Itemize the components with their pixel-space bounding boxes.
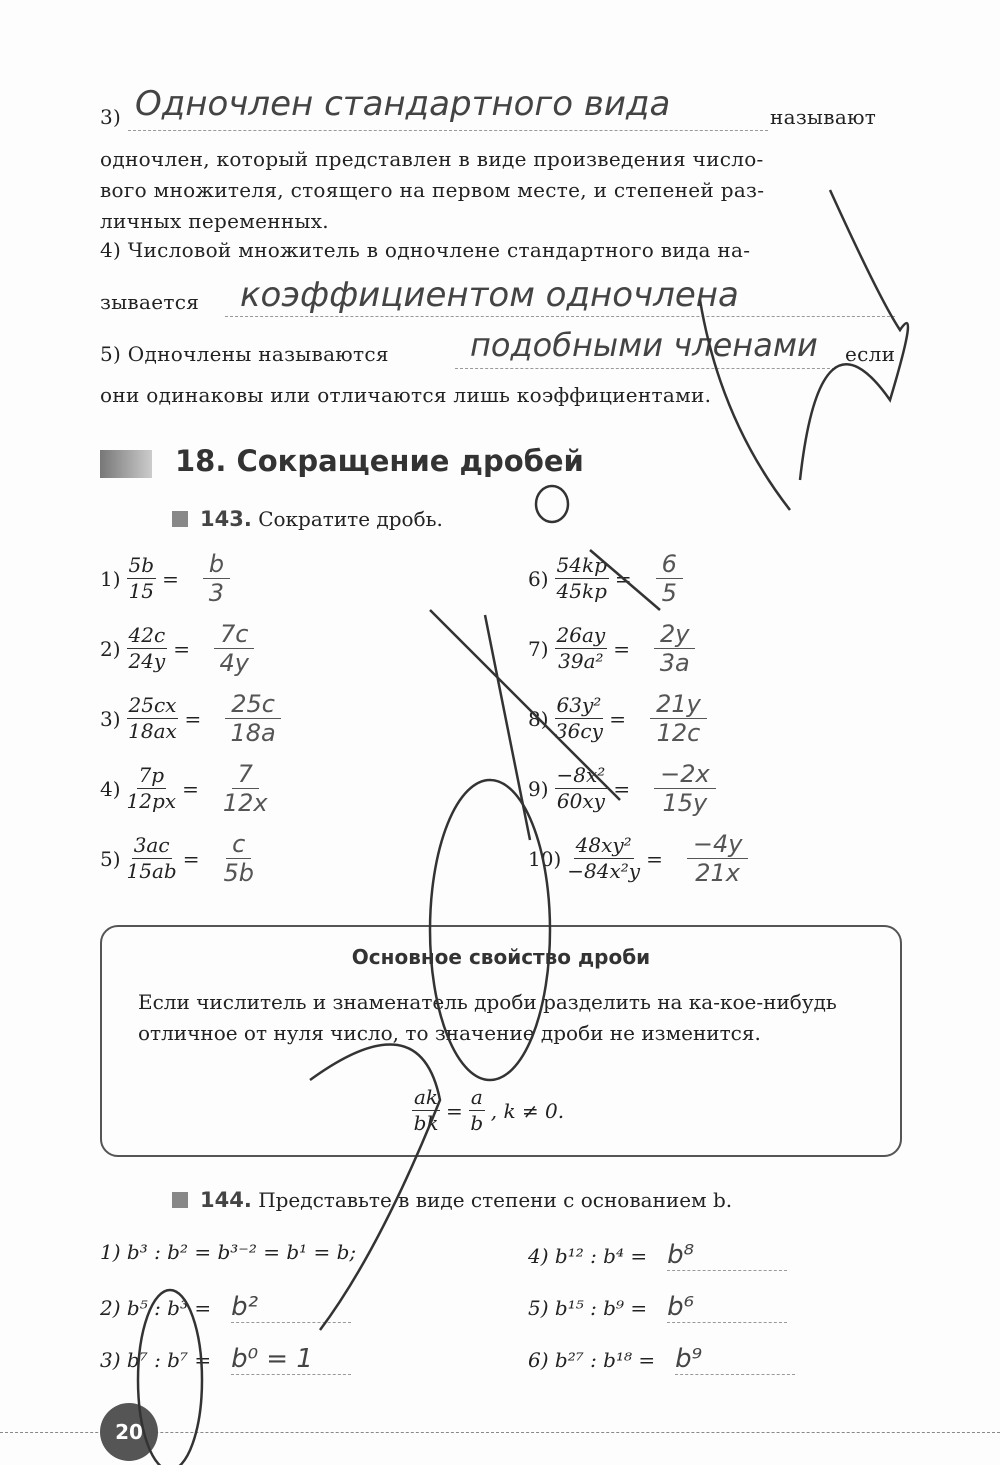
- rule-text: Если числитель и знаменатель дроби разделить на ка-кое-нибудь отличное от нуля число, то значение дроби не изменится.: [138, 990, 837, 1045]
- task-143-header: [172, 507, 443, 531]
- numerator: 7p: [138, 763, 165, 787]
- exercise-number: 6): [528, 566, 549, 591]
- exercise-number: 3): [100, 706, 121, 731]
- numerator: ak: [414, 1085, 439, 1109]
- answer-numerator: 2y: [654, 620, 695, 649]
- numerator: 25cx: [128, 693, 177, 717]
- handwritten-answer: [656, 550, 683, 607]
- exercise-number: 8): [528, 706, 549, 731]
- answer-numerator: −4y: [687, 830, 749, 859]
- denominator: 45kp: [556, 579, 607, 603]
- fraction-exercise: [100, 830, 254, 887]
- answer-line: [225, 316, 895, 317]
- handwritten-answer: b⁰ = 1: [231, 1344, 351, 1375]
- fraction-exercise: [100, 550, 230, 607]
- page-number: 20: [100, 1403, 158, 1461]
- handwritten-answer: [223, 760, 268, 817]
- fraction-exercise: [528, 620, 695, 677]
- rule-title: Основное свойство дроби: [351, 945, 651, 969]
- text-line: они одинаковы или отличаются лишь коэффициентами.: [100, 383, 712, 407]
- numerator: −8x²: [556, 763, 606, 787]
- power-exercise: [528, 1240, 787, 1271]
- task-text: Представьте в виде степени с основанием b.: [258, 1188, 733, 1212]
- answer-numerator: 25c: [225, 690, 281, 719]
- numerator: 5b: [128, 553, 155, 577]
- equals: =: [646, 846, 663, 871]
- answer-line: [455, 368, 835, 369]
- denominator: bk: [413, 1111, 439, 1135]
- handwritten-answer: коэффициентом одночлена: [240, 275, 739, 315]
- fraction-exercise: [100, 620, 254, 677]
- answer-numerator: 7c: [214, 620, 254, 649]
- fraction-exercise: [528, 690, 707, 747]
- handwritten-answer: b⁸: [667, 1240, 787, 1271]
- equals: =: [182, 776, 199, 801]
- answer-denominator: 5: [661, 579, 677, 607]
- exercise-number: 4): [100, 776, 121, 801]
- equals: =: [173, 636, 190, 661]
- answer-denominator: 4y: [219, 649, 249, 677]
- section-title: 18. Сокращение дробей: [175, 444, 584, 478]
- power-exercise: [100, 1292, 351, 1323]
- denominator: 60xy: [556, 789, 605, 813]
- denominator: 15ab: [126, 859, 177, 883]
- handwritten-answer: [223, 830, 254, 887]
- answer-denominator: 21x: [695, 859, 741, 887]
- expression: 3) b⁷ : b⁷ =: [100, 1347, 212, 1372]
- denominator: 12px: [126, 789, 177, 813]
- text: если: [845, 342, 896, 366]
- numerator: 48xy²: [575, 833, 632, 857]
- answer-numerator: −2x: [654, 760, 716, 789]
- rule-formula: [412, 1085, 564, 1136]
- text-line: одночлен, который представлен в виде произведения число-: [100, 147, 764, 171]
- item3-label: 3): [100, 105, 122, 129]
- text: называют: [770, 105, 877, 129]
- task-number: 144.: [200, 1188, 252, 1212]
- equals: =: [609, 706, 627, 731]
- answer-denominator: 15y: [662, 789, 708, 817]
- answer-numerator: 6: [656, 550, 683, 579]
- answer-line: [128, 130, 768, 131]
- exercise-number: 2): [100, 636, 121, 661]
- answer-numerator: b: [203, 550, 230, 579]
- answer-denominator: 5b: [223, 859, 254, 887]
- denominator: −84x²y: [567, 859, 641, 883]
- handwritten-answer: подобными членами: [470, 326, 818, 364]
- numerator: 26ay: [556, 623, 606, 647]
- fraction-exercise: [100, 690, 281, 747]
- expression: 6) b²⁷ : b¹⁸ =: [528, 1347, 656, 1372]
- equals: =: [613, 776, 631, 801]
- text-line: вого множителя, стоящего на первом месте, и степеней раз-: [100, 178, 765, 202]
- denominator: 15: [128, 579, 155, 603]
- fraction-exercise: [528, 760, 716, 817]
- power-exercise: [528, 1344, 795, 1375]
- answer-denominator: 12c: [656, 719, 701, 747]
- answer-denominator: 3a: [659, 649, 690, 677]
- handwritten-answer: [225, 690, 281, 747]
- numerator: 3ac: [133, 833, 170, 857]
- exercise-number: 1): [100, 566, 121, 591]
- handwritten-answer: Одночлен стандартного вида: [135, 84, 671, 124]
- task-144-header: [172, 1188, 732, 1212]
- fraction-exercise: [100, 760, 268, 817]
- section-marker: [100, 450, 152, 478]
- equals: =: [162, 566, 179, 591]
- handwritten-answer: [654, 620, 695, 677]
- denominator: b: [470, 1111, 484, 1135]
- handwritten-answer: b²: [231, 1292, 351, 1323]
- power-exercise: [100, 1240, 356, 1264]
- equals: =: [614, 566, 632, 591]
- fraction-exercise: [528, 550, 683, 607]
- fraction-exercise: [528, 830, 748, 887]
- equals: =: [182, 846, 200, 871]
- expression: 5) b¹⁵ : b⁹ =: [528, 1295, 648, 1320]
- numerator: 63y²: [556, 693, 602, 717]
- exercise-number: 7): [528, 636, 549, 661]
- exercise-number: 10): [528, 846, 562, 871]
- handwritten-answer: b⁶: [667, 1292, 787, 1323]
- handwritten-answer: [203, 550, 230, 607]
- handwritten-answer: [650, 690, 707, 747]
- power-exercise: [528, 1292, 787, 1323]
- power-exercise: [100, 1344, 351, 1375]
- text-line: 4) Числовой множитель в одночлене стандартного вида на-: [100, 238, 751, 262]
- equals: =: [613, 636, 630, 661]
- exercise-number: 9): [528, 776, 549, 801]
- equals: =: [446, 1098, 463, 1123]
- expression: 4) b¹² : b⁴ =: [528, 1243, 648, 1268]
- denominator: 36cy: [554, 719, 603, 743]
- equals: =: [184, 706, 202, 731]
- answer-numerator: 7: [232, 760, 259, 789]
- answer-denominator: 3: [208, 579, 225, 607]
- text: зывается: [100, 290, 200, 314]
- task-text: Сократите дробь.: [258, 507, 443, 531]
- handwritten-answer: [687, 830, 749, 887]
- numerator: a: [470, 1085, 483, 1109]
- handwritten-answer: [654, 760, 716, 817]
- numerator: 54kp: [556, 553, 607, 577]
- denominator: 39a²: [558, 649, 604, 673]
- denominator: 24y: [128, 649, 166, 673]
- handwritten-answer: [214, 620, 254, 677]
- answer-denominator: 12x: [222, 789, 268, 817]
- condition: , k ≠ 0.: [490, 1098, 565, 1123]
- answer-denominator: 18a: [230, 719, 276, 747]
- text: 5) Одночлены называются: [100, 342, 389, 366]
- rule-box: [100, 925, 902, 1157]
- handwritten-answer: b⁹: [675, 1344, 795, 1375]
- expression: 1) b³ : b² = b³⁻² = b¹ = b;: [100, 1240, 357, 1264]
- expression: 2) b⁵ : b³ =: [100, 1295, 212, 1320]
- denominator: 18ax: [128, 719, 177, 743]
- answer-numerator: 21y: [650, 690, 707, 719]
- numerator: 42c: [128, 623, 166, 647]
- answer-numerator: c: [226, 830, 251, 859]
- task-number: 143.: [200, 507, 252, 531]
- text-line: личных переменных.: [100, 209, 329, 233]
- exercise-number: 5): [100, 846, 121, 871]
